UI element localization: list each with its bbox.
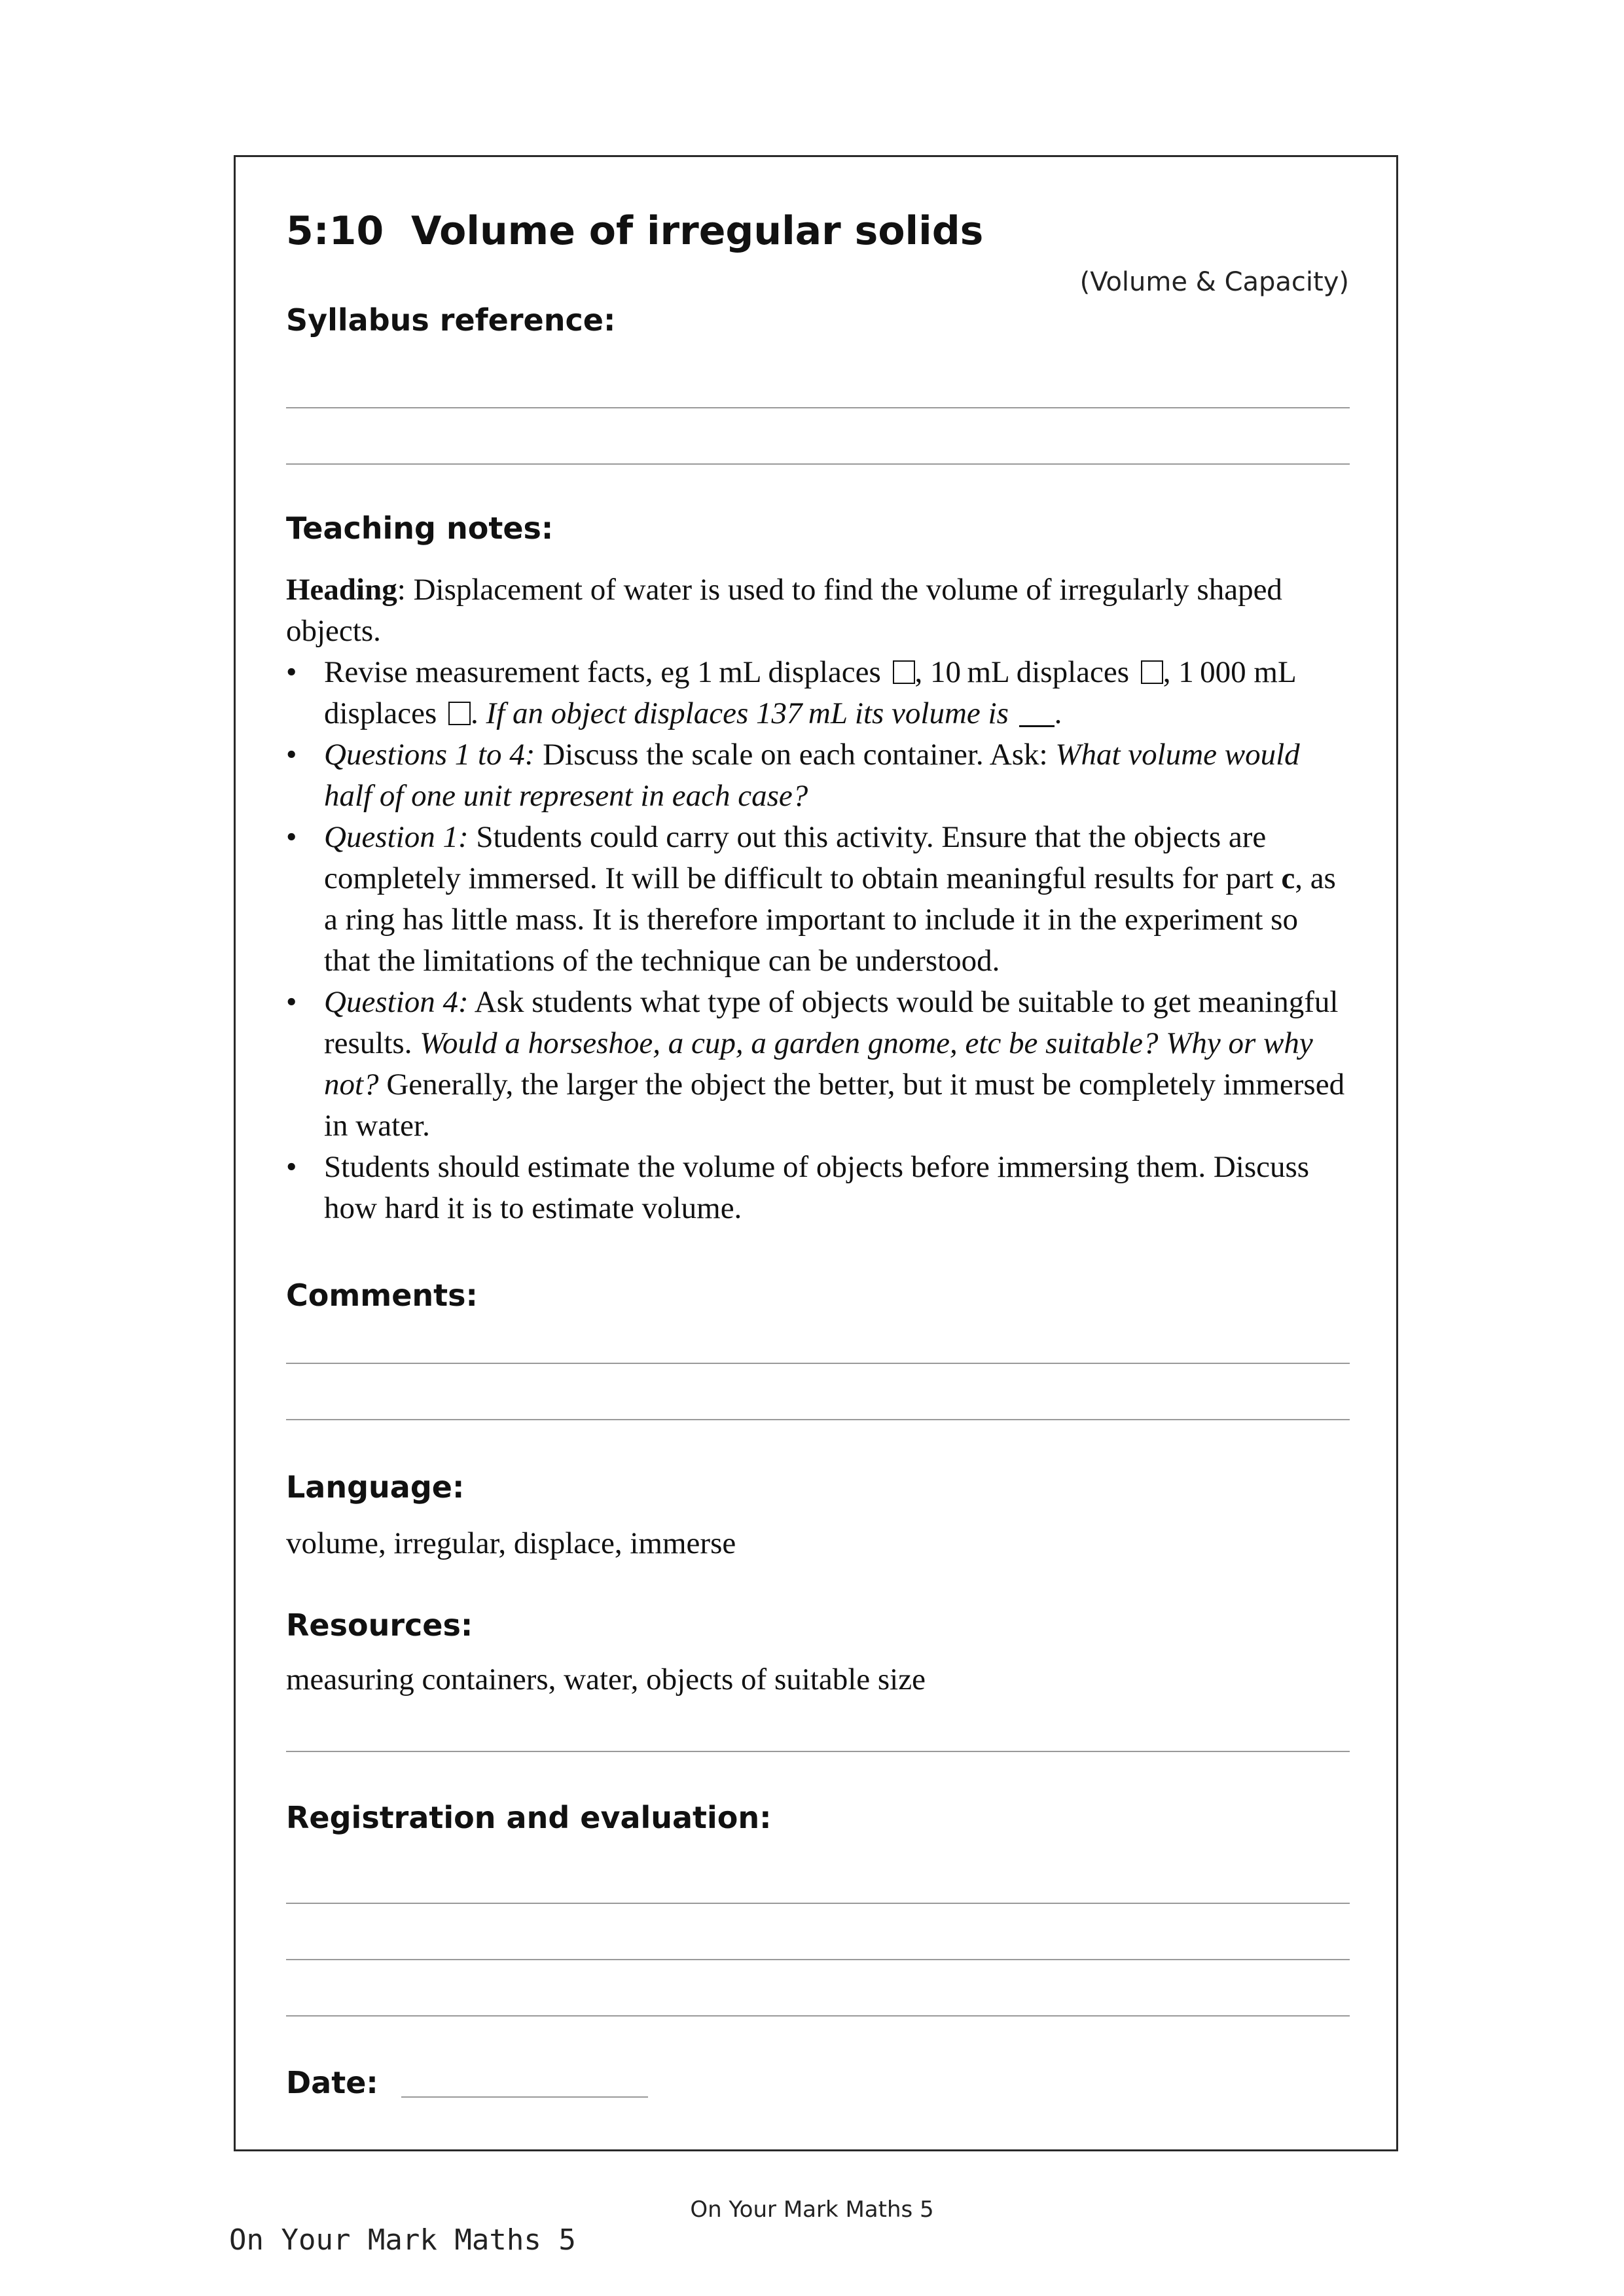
comments-line-2: [286, 1419, 1350, 1420]
answer-blank: [1019, 699, 1055, 727]
bullet-text: Discuss the scale on each container. Ask:: [535, 738, 1056, 772]
empty-box-icon: [893, 660, 915, 684]
bullet-text: .: [1054, 696, 1062, 730]
bullet-italic: If an object displaces 137 mL its volume is: [486, 696, 1017, 730]
category-label: (Volume & Capacity): [1079, 267, 1349, 297]
syllabus-heading: Syllabus reference:: [286, 302, 616, 338]
registration-line-2: [286, 1959, 1350, 1960]
registration-heading: Registration and evaluation:: [286, 1800, 772, 1835]
bullet-text: Generally, the larger the object the better, but it must be completely immersed in water.: [324, 1067, 1345, 1143]
comments-line-1: [286, 1363, 1350, 1364]
list-item: [286, 652, 1350, 734]
language-heading: Language:: [286, 1469, 465, 1505]
date-label: Date:: [286, 2065, 378, 2100]
bullet-text: Students should estimate the volume of objects before immersing them. Discuss how hard it is to estimate volume.: [324, 1150, 1310, 1225]
language-text: volume, irregular, displace, immerse: [286, 1526, 736, 1560]
bullet-italic: What volume would half of one unit represent in each case?: [324, 738, 1300, 813]
teaching-notes-body: [286, 569, 1350, 1229]
bullet-text: .: [471, 696, 486, 730]
footer-center-text: On Your Mark Maths 5: [690, 2197, 934, 2223]
resources-heading: Resources:: [286, 1607, 473, 1643]
bullet-text: , 1 000 mL displaces: [324, 655, 1295, 730]
list-item: [286, 734, 1350, 817]
resources-text: measuring containers, water, objects of suitable size: [286, 1662, 926, 1696]
bullet-italic: Question 4:: [324, 985, 469, 1019]
registration-line-3: [286, 2015, 1350, 2017]
list-item: [286, 982, 1350, 1147]
registration-line-1: [286, 1903, 1350, 1904]
bullet-text: Revise measurement facts, eg 1 mL displaces: [324, 655, 889, 689]
bullet-text: , as a ring has little mass. It is therefore important to include it in the experiment so that the limitations of the technique can be understood.: [324, 861, 1336, 978]
bullet-bold: c: [1281, 861, 1295, 895]
bullet-italic: Would a horseshoe, a cup, a garden gnome, etc be suitable? Why or why not?: [324, 1026, 1313, 1102]
teaching-notes-list: [286, 652, 1350, 1229]
intro-bold-label: Heading: [286, 573, 397, 607]
list-item: [286, 1147, 1350, 1229]
list-item: [286, 817, 1350, 982]
resources-line: [286, 1751, 1350, 1752]
empty-box-icon: [448, 702, 471, 725]
bullet-text: Students could carry out this activity. Ensure that the objects are completely immersed. It will be difficult to obtain meaningful results for part: [324, 820, 1282, 895]
bullet-italic: Question 1:: [324, 820, 469, 854]
comments-heading: Comments:: [286, 1278, 478, 1313]
date-line: [401, 2096, 648, 2098]
page-title: 5:10 Volume of irregular solids: [286, 208, 984, 254]
syllabus-line-2: [286, 463, 1350, 465]
bullet-text: Ask students what type of objects would be suitable to get meaningful results.: [324, 985, 1339, 1060]
intro-text: : Displacement of water is used to find the volume of irregularly shaped objects.: [286, 573, 1282, 648]
empty-box-icon: [1141, 660, 1163, 684]
teaching-notes-intro: [286, 569, 1350, 652]
syllabus-line-1: [286, 407, 1350, 408]
footer-left-text: On Your Mark Maths 5: [229, 2223, 576, 2257]
bullet-text: , 10 mL displaces: [914, 655, 1137, 689]
bullet-italic: Questions 1 to 4:: [324, 738, 535, 772]
teaching-notes-heading: Teaching notes:: [286, 511, 554, 546]
